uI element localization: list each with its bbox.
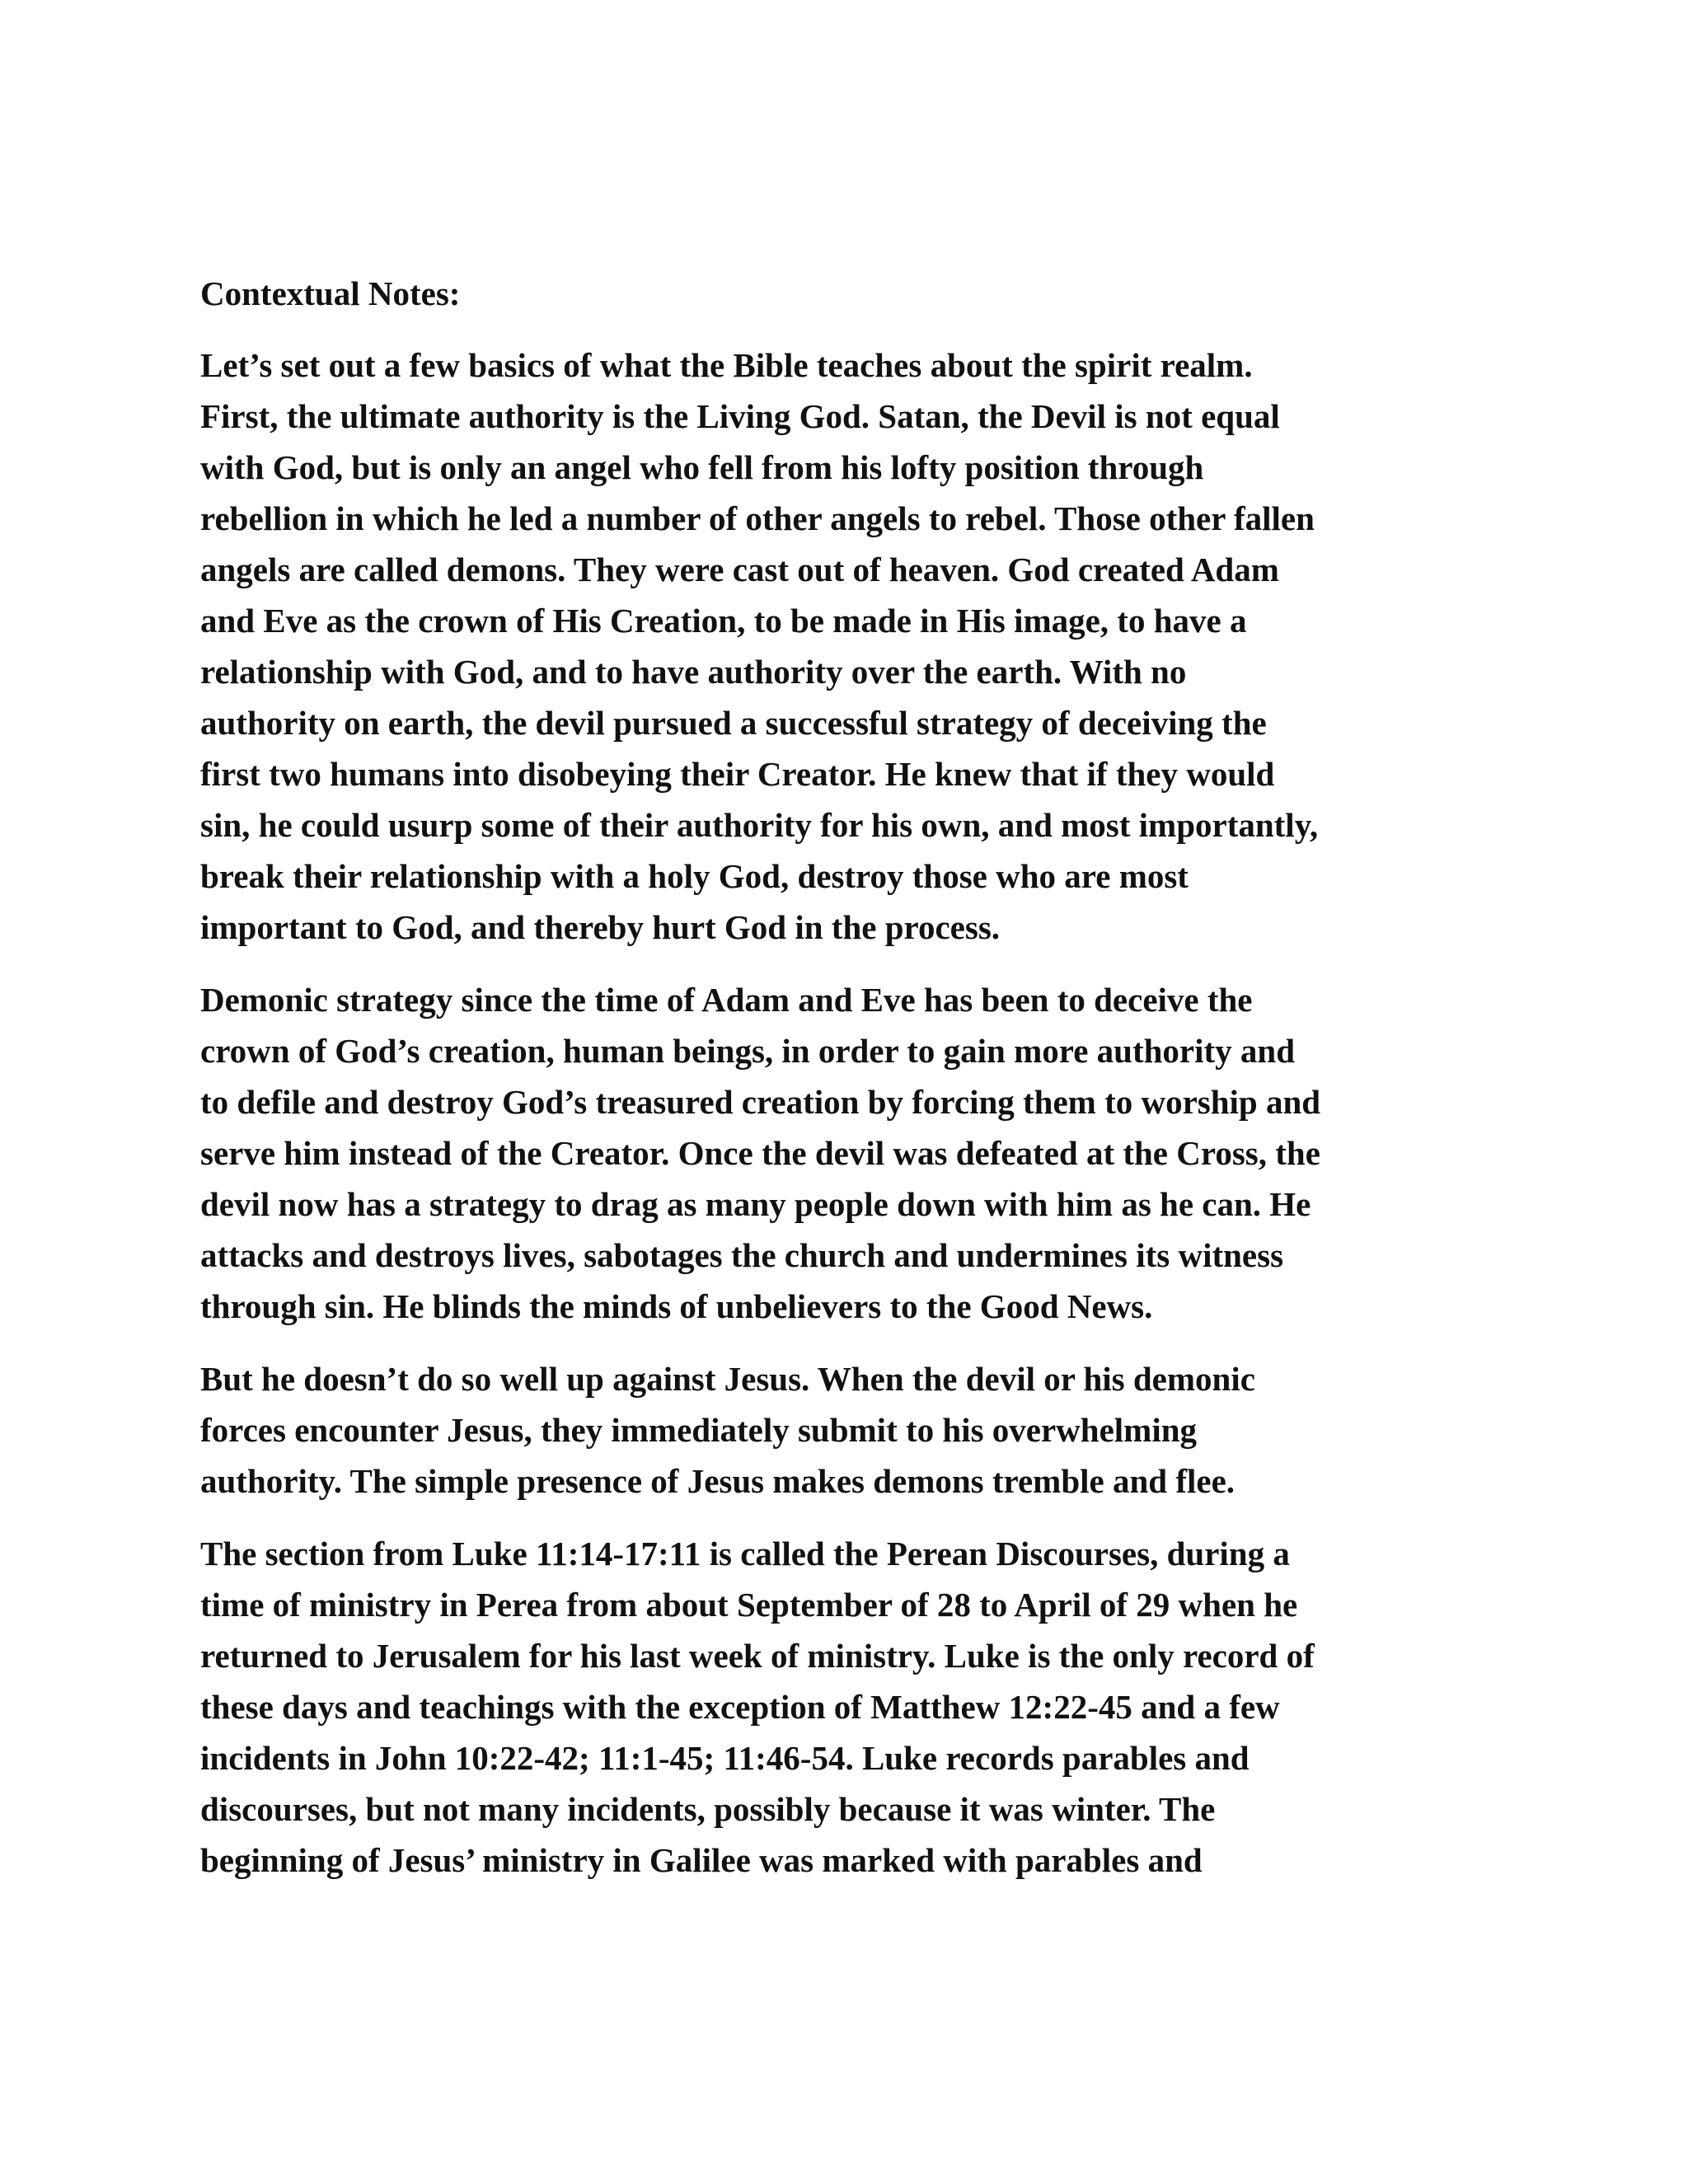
text-line: First, the ultimate authority is the Living God. Satan, the Devil is not equal	[200, 397, 1280, 435]
text-line: incidents in John 10:22-42; 11:1-45; 11:46-54. Luke records parables and	[200, 1739, 1250, 1777]
text-line: important to God, and thereby hurt God in the process.	[200, 908, 1001, 946]
text-line: attacks and destroys lives, sabotages the church and undermines its witness	[200, 1236, 1284, 1274]
text-line: returned to Jerusalem for his last week of ministry. Luke is the only record of	[200, 1637, 1315, 1675]
text-line: devil now has a strategy to drag as many people down with him as he can. He	[200, 1185, 1311, 1223]
text-line: time of ministry in Perea from about September of 28 to April of 29 when he	[200, 1586, 1298, 1624]
document-body	[200, 268, 1511, 1907]
text-line: rebellion in which he led a number of other angels to rebel. Those other fallen	[200, 499, 1315, 537]
paragraph-perean-discourses	[200, 1528, 1511, 1886]
text-line: beginning of Jesus’ ministry in Galilee was marked with parables and	[200, 1841, 1203, 1879]
text-line: angels are called demons. They were cast out of heaven. God created Adam	[200, 551, 1279, 588]
text-line: But he doesn’t do so well up against Jesus. When the devil or his demonic	[200, 1360, 1255, 1398]
text-line: these days and teachings with the exception of Matthew 12:22-45 and a few	[200, 1688, 1280, 1726]
text-line: first two humans into disobeying their Creator. He knew that if they would	[200, 755, 1275, 793]
text-line: serve him instead of the Creator. Once the devil was defeated at the Cross, the	[200, 1134, 1320, 1172]
paragraph-against-jesus	[200, 1353, 1511, 1507]
text-line: sin, he could usurp some of their authority for his own, and most importantly,	[200, 806, 1319, 844]
paragraph-spirit-realm	[200, 340, 1511, 953]
text-line: Let’s set out a few basics of what the Bible teaches about the spirit realm.	[200, 346, 1253, 384]
text-line: break their relationship with a holy God, destroy those who are most	[200, 857, 1189, 895]
text-line: discourses, but not many incidents, possibly because it was winter. The	[200, 1790, 1216, 1828]
text-line: to defile and destroy God’s treasured creation by forcing them to worship and	[200, 1083, 1321, 1121]
text-line: with God, but is only an angel who fell from his lofty position through	[200, 448, 1204, 486]
text-line: Demonic strategy since the time of Adam and Eve has been to deceive the	[200, 981, 1253, 1019]
text-line: authority on earth, the devil pursued a successful strategy of deceiving the	[200, 704, 1267, 742]
text-line: authority. The simple presence of Jesus makes demons tremble and flee.	[200, 1462, 1236, 1500]
text-line: forces encounter Jesus, they immediately submit to his overwhelming	[200, 1411, 1198, 1449]
section-heading: Contextual Notes:	[200, 274, 461, 312]
text-line: through sin. He blinds the minds of unbelievers to the Good News.	[200, 1287, 1153, 1325]
text-line: relationship with God, and to have authority over the earth. With no	[200, 653, 1187, 691]
text-line: crown of God’s creation, human beings, in order to gain more authority and	[200, 1032, 1296, 1070]
paragraph-demonic-strategy	[200, 974, 1511, 1332]
text-line: and Eve as the crown of His Creation, to be made in His image, to have a	[200, 602, 1247, 640]
text-line: The section from Luke 11:14-17:11 is called the Perean Discourses, during a	[200, 1535, 1290, 1572]
